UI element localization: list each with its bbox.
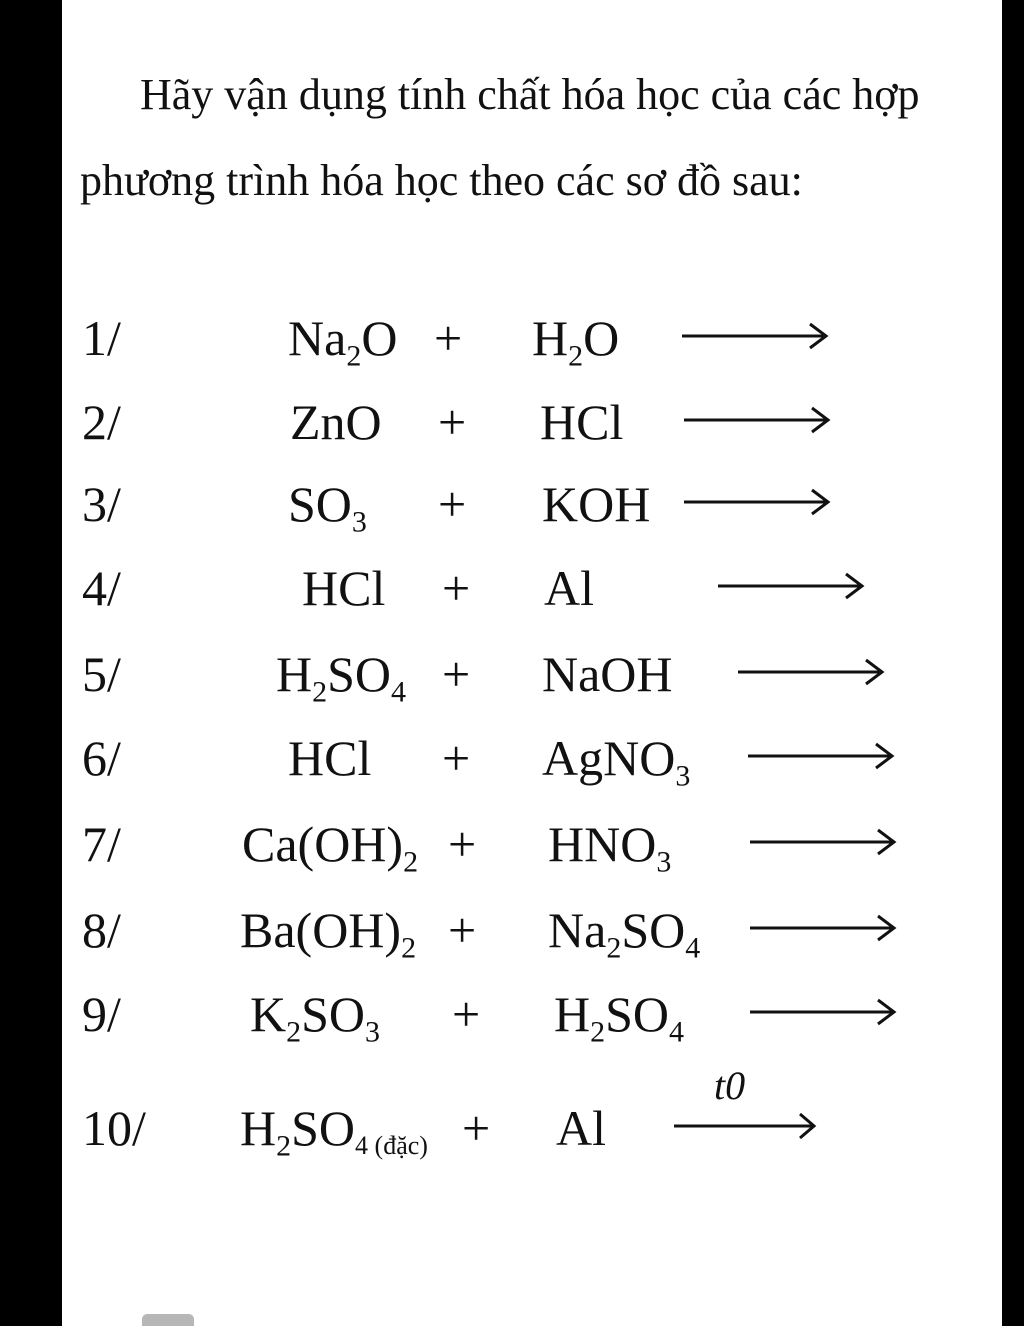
reaction-arrow-icon	[748, 756, 894, 760]
reaction-arrow-icon	[750, 1012, 896, 1016]
plus-sign: +	[452, 986, 481, 1042]
equation-number: 7/	[82, 816, 121, 872]
equation-2	[62, 382, 1002, 462]
equation-number: 1/	[82, 310, 121, 366]
plus-sign: +	[448, 816, 477, 872]
reaction-arrow-icon	[738, 672, 884, 676]
reaction-condition: t0	[714, 1063, 746, 1108]
reaction-arrow-icon	[750, 842, 896, 846]
plus-sign: +	[442, 560, 471, 616]
reactant-1: HCl	[288, 730, 372, 786]
equation-number: 3/	[82, 476, 121, 532]
equation-number: 2/	[82, 394, 121, 450]
reaction-arrow-icon	[684, 420, 830, 424]
plus-sign: +	[448, 902, 477, 958]
equation-3	[62, 464, 1002, 544]
instructions-line-1: Hãy vận dụng tính chất hóa học của các hợp	[140, 70, 920, 119]
reaction-arrow-icon	[674, 1126, 820, 1130]
reactant-2: HCl	[540, 394, 624, 450]
equation-8	[62, 890, 1002, 970]
equation-10	[62, 1063, 1002, 1168]
equation-number: 6/	[82, 730, 121, 786]
reactant-1: ZnO	[290, 394, 382, 450]
reactant-1: $H_2SO_4$	[276, 646, 407, 709]
equation-4	[62, 548, 1002, 628]
reaction-arrow-icon	[718, 586, 864, 590]
equation-number: 10/	[82, 1100, 146, 1156]
plus-sign: +	[438, 476, 467, 532]
equation-number: 9/	[82, 986, 121, 1042]
reactant-2: Al	[544, 560, 594, 616]
scroll-handle[interactable]	[142, 1314, 194, 1326]
reactant-2: Al	[556, 1100, 606, 1156]
reactant-2: KOH	[542, 476, 651, 532]
reactant-1: $H_2SO_{4 (đặc)}$	[240, 1100, 428, 1163]
plus-sign: +	[434, 310, 463, 366]
reaction-arrow-icon	[684, 502, 830, 506]
equation-number: 5/	[82, 646, 121, 702]
plus-sign: +	[442, 730, 471, 786]
plus-sign: +	[442, 646, 471, 702]
reactant-2: $HNO_3$	[548, 816, 672, 879]
equation-6	[62, 718, 1002, 798]
equation-9	[62, 974, 1002, 1054]
plus-sign: +	[438, 394, 467, 450]
reactant-2: AgNO$_3$	[542, 730, 691, 793]
reaction-arrow-icon	[750, 928, 896, 932]
instructions-line-2: phương trình hóa học theo các sơ đồ sau:	[80, 156, 803, 205]
equation-7	[62, 804, 1002, 884]
reactant-1: $SO_3$	[288, 476, 367, 539]
reactant-2: $H_2SO_4$	[554, 986, 685, 1049]
reactant-2: $H_2O$	[532, 310, 620, 373]
plus-sign: +	[462, 1100, 491, 1156]
reactant-1: $K_2SO_3$	[250, 986, 381, 1049]
reactant-2: $Na_2SO_4$	[548, 902, 701, 965]
equation-number: 8/	[82, 902, 121, 958]
reactant-1: $Na_2O$	[288, 310, 398, 373]
equation-1	[62, 298, 1002, 378]
reaction-arrow-icon	[682, 336, 828, 340]
reactant-2: NaOH	[542, 646, 673, 702]
reactant-1: HCl	[302, 560, 386, 616]
reactant-1: $Ba(OH)_2$	[240, 902, 417, 965]
equation-number: 4/	[82, 560, 121, 616]
reactant-1: $Ca(OH)_2$	[242, 816, 419, 879]
equation-5	[62, 634, 1002, 714]
instructions-text	[80, 52, 920, 224]
document-page	[62, 0, 1002, 1326]
